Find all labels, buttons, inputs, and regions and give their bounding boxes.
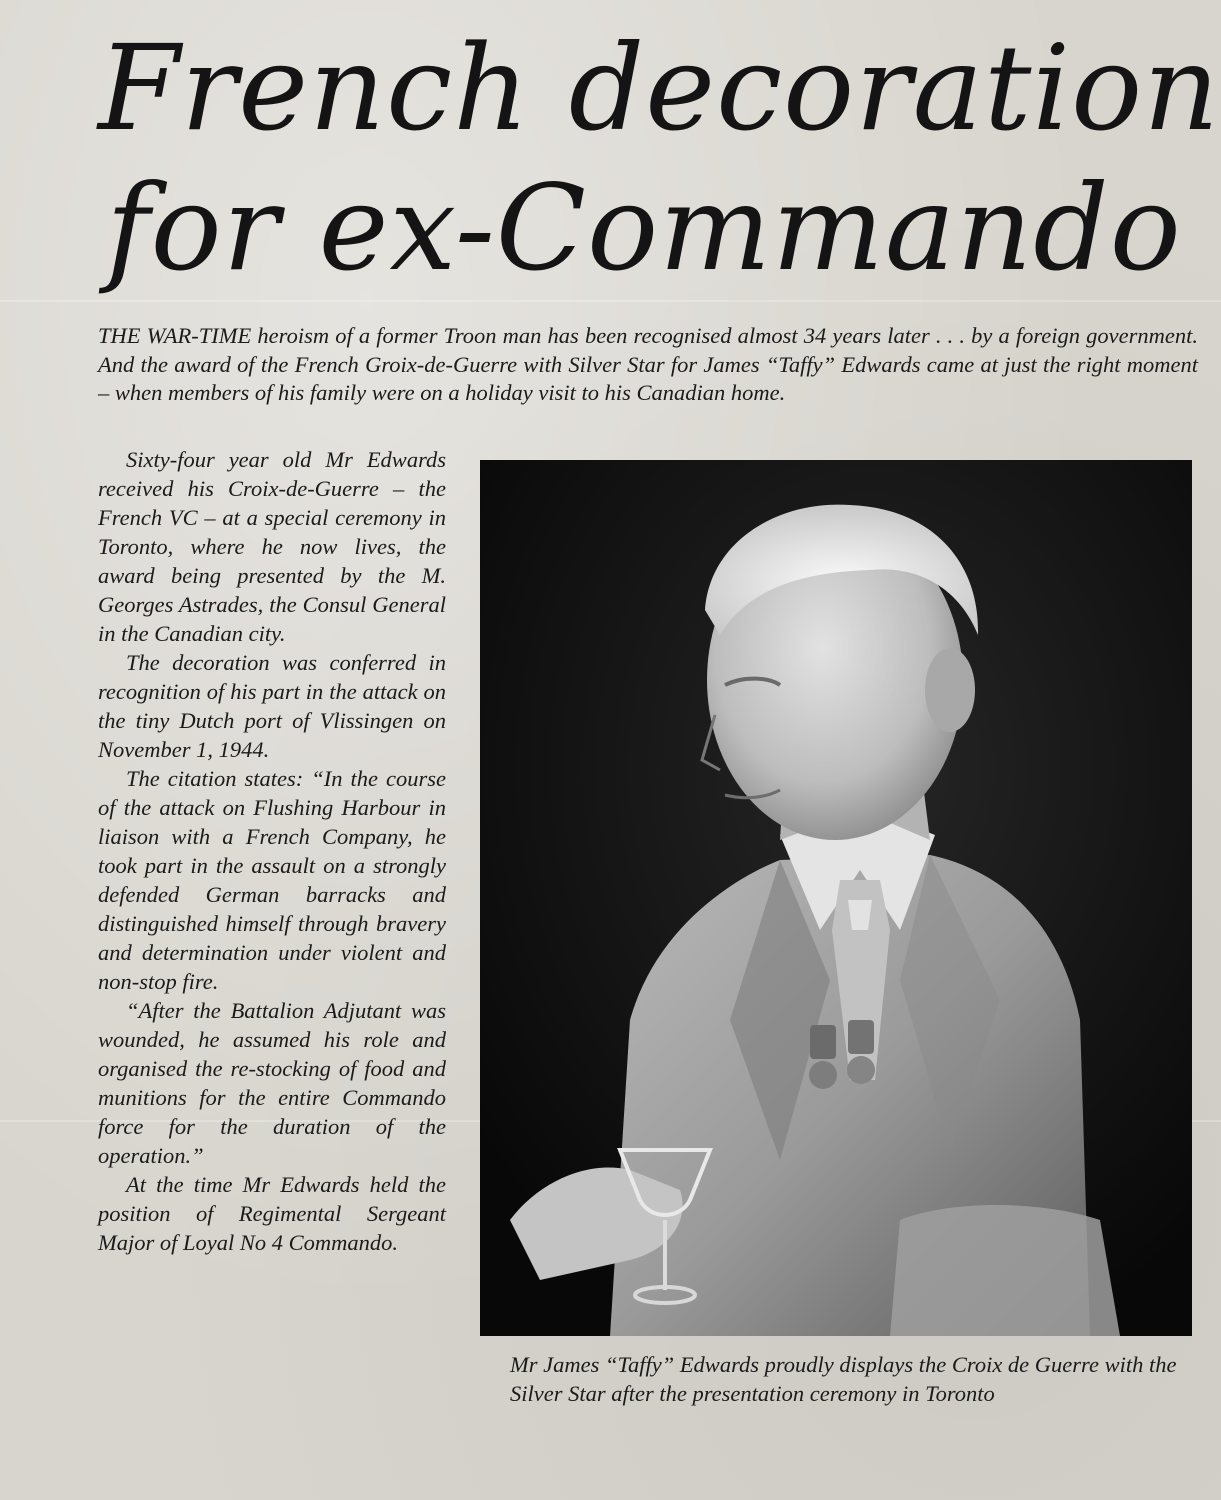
headline-line-2: for ex-Commando [106,159,1182,297]
body-paragraph: The citation states: “In the course of the attack on Flushing Harbour in liaison with a French Company, he took part in the assault on a strongly defended German barracks and distinguished himself through bravery and determination under violent and non-stop fire. [98,766,446,994]
portrait-illustration [480,460,1192,1336]
paper-fold-line [0,300,1221,302]
body-paragraph: At the time Mr Edwards held the position of Regimental Sergeant Major of Loyal No 4 Commando. [98,1172,446,1255]
article-body-column [98,445,446,1257]
headline [98,18,1221,298]
photo-caption: Mr James “Taffy” Edwards proudly displays the Croix de Guerre with the Silver Star after the presentation ceremony in Toronto [510,1352,1177,1406]
portrait-photo [480,460,1192,1336]
body-paragraph: “After the Battalion Adjutant was wounded, he assumed his role and organised the re-stocking of food and munitions for the entire Commando force for the duration of the operation.” [98,998,446,1168]
standfirst: THE WAR-TIME heroism of a former Troon man has been recognised almost 34 years later . . . by a foreign government. And the award of the French Groix-de-Guerre with Silver Star for James “Taffy” Edwards came at just the right moment – when members of his family were on a holiday visit to his Canadian home. [98,323,1198,405]
body-paragraph: The decoration was conferred in recognition of his part in the attack on the tiny Dutch port of Vlissingen on November 1, 1944. [98,650,446,762]
body-paragraph: Sixty-four year old Mr Edwards received his Croix-de-Guerre – the French VC – at a special ceremony in Toronto, where he now lives, the award being presented by the M. Georges Astrades, the Consul General in the Canadian city. [98,447,446,646]
headline-line-1: French decoration [98,19,1221,157]
